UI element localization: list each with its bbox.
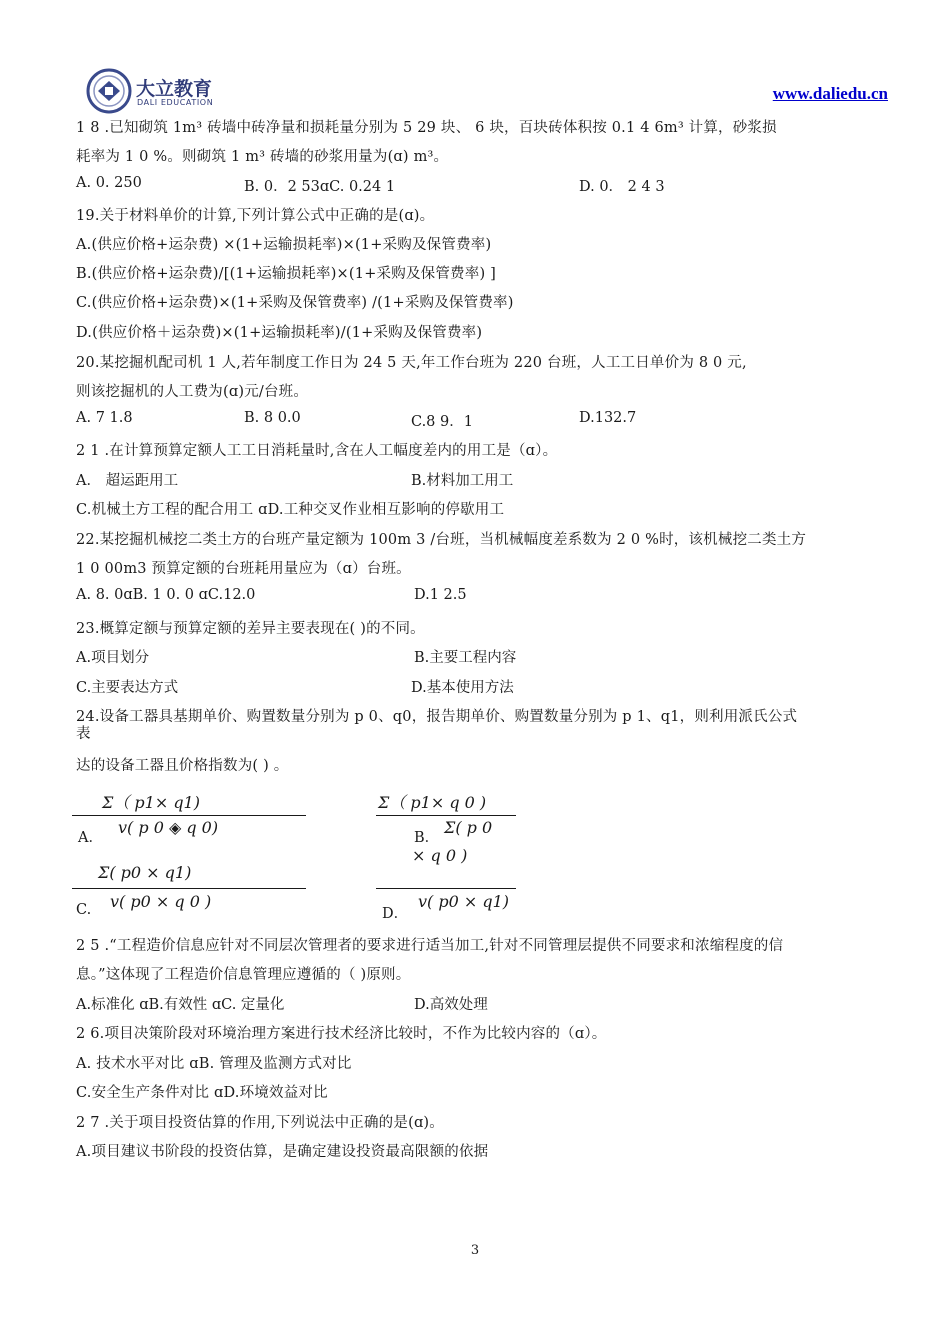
q25-option-d: D.高效处理: [414, 997, 488, 1013]
q24-line-2: 表: [76, 726, 91, 742]
q24-c-denominator: ⅴ( p0 × q 0 ): [110, 892, 212, 911]
q18-line-1: 1 8 .已知砌筑 1m³ 砖墙中砖净量和损耗量分别为 5 29 块、 6 块，百块砖体积按 0.1 4 6m³ 计算，砂浆损: [76, 120, 777, 136]
q21-stem: 2 1 .在计算预算定额人工工日消耗量时,含在人工幅度差内的用工是（ɑ）。: [76, 443, 558, 459]
q24-b-denominator-1: Σ( p 0: [444, 818, 493, 837]
q24-a-numerator: Σ（ p1× q1): [102, 793, 200, 812]
q24-b-denominator-2: × q 0 ): [412, 846, 468, 865]
q19-option-b: B.(供应价格+运杂费)/[(1+运输损耗率)×(1+采购及保管费率) ]: [76, 266, 496, 282]
q19-option-d: D.(供应价格＋运杂费)×(1+运输损耗率)/(1+采购及保管费率): [76, 325, 483, 341]
q26-stem: 2 6.项目决策阶段对环境治理方案进行技术经济比较时，不作为比较内容的（ɑ）。: [76, 1026, 607, 1042]
q25-option-abc: A.标准化 ɑB.有效性 ɑC. 定量化: [76, 997, 285, 1013]
q20-option-c: C.8 9．1: [411, 414, 473, 430]
q21-option-cd: C.机械土方工程的配合用工 ɑD.工种交叉作业相互影响的停歇用工: [76, 502, 505, 518]
q18-option-bc: B. 0．2 53ɑC. 0.24 1: [244, 179, 396, 195]
q22-option-d: D.1 2.5: [414, 587, 467, 603]
q24-line-3: 达的设备工器且价格指数为( ) 。: [76, 758, 289, 774]
q26-option-cd: C.安全生产条件对比 ɑD.环境效益对比: [76, 1085, 328, 1101]
q22-line-1: 22.某挖掘机械挖二类土方的台班产量定额为 100m 3 /台班，当机械幅度差系数为 2 0 %时，该机械挖二类土方: [76, 532, 807, 548]
q26-option-ab: A. 技术水平对比 ɑB. 管理及监测方式对比: [76, 1056, 352, 1072]
dali-education-logo-icon: [86, 68, 132, 114]
q20-option-d: D.132.7: [579, 410, 637, 426]
q24-d-denominator: ⅴ( p0 × q1): [418, 892, 510, 911]
brand-name-en: DALI EDUCATION: [137, 98, 214, 107]
page-number: 3: [470, 1243, 480, 1258]
q24-a-label: A．: [78, 830, 103, 846]
q25-line-1: 2 5 .“工程造价信息应针对不同层次管理者的要求进行适当加工,针对不同管理层提供不同要求和浓缩程度的信: [76, 938, 784, 954]
q27-stem: 2 7 .关于项目投资估算的作用,下列说法中正确的是(ɑ)。: [76, 1115, 444, 1131]
q20-option-b: B. 8 0.0: [244, 410, 301, 426]
q24-c-fraction-bar: [72, 888, 306, 889]
brand-name-cn: 大立教育: [136, 78, 213, 100]
q22-option-abc: A. 8. 0ɑB. 1 0. 0 ɑC.12.0: [76, 587, 256, 603]
q24-c-numerator: Σ( p0 × q1): [98, 863, 192, 882]
q23-option-c: C.主要表达方式: [76, 680, 179, 696]
q19-stem: 19.关于材料单价的计算,下列计算公式中正确的是(ɑ)。: [76, 208, 435, 224]
q20-line-2: 则该挖掘机的人工费为(ɑ)元/台班。: [76, 384, 309, 400]
q23-option-d: D.基本使用方法: [411, 680, 514, 696]
q27-option-a: A.项目建议书阶段的投资估算，是确定建设投资最高限额的依据: [76, 1144, 489, 1160]
q24-c-label: C.: [76, 902, 92, 918]
q19-option-c: C.(供应价格+运杂费)×(1+采购及保管费率) /(1+采购及保管费率): [76, 295, 514, 311]
q24-a-fraction-bar: [72, 815, 306, 816]
q24-d-fraction-bar: [376, 888, 516, 889]
q20-line-1: 20.某挖掘机配司机 1 人,若年制度工作日为 24 5 天,年工作台班为 220 台班，人工工日单价为 8 0 元,: [76, 355, 747, 371]
q18-line-2: 耗率为 1 0 %。则砌筑 1 m³ 砖墙的砂浆用量为(ɑ) m³。: [76, 149, 449, 165]
q18-option-d: D. 0． 2 4 3: [579, 179, 665, 195]
q24-b-label: B．: [414, 830, 440, 846]
q24-d-label: D．: [382, 906, 409, 922]
q23-option-b: B.主要工程内容: [414, 650, 517, 666]
q19-option-a: A.(供应价格+运杂费) ×(1+运输损耗率)×(1+采购及保管费率): [76, 237, 492, 253]
q20-option-a: A. 7 1.8: [76, 410, 133, 426]
website-link[interactable]: www.daliedu.cn: [772, 84, 888, 103]
q21-option-b: B.材料加工用工: [411, 473, 514, 489]
q23-stem: 23.概算定额与预算定额的差异主要表现在( )的不同。: [76, 621, 425, 637]
q24-line-1: 24.设备工器具基期单价、购置数量分别为 p 0、q0，报告期单价、购置数量分别为 p 1、q1，则利用派氏公式: [76, 709, 798, 725]
q24-b-fraction-bar: [376, 815, 516, 816]
q24-a-denominator: ⅴ( p 0 ◈ q 0): [118, 818, 219, 837]
q22-line-2: 1 0 00m3 预算定额的台班耗用量应为（ɑ）台班。: [76, 561, 411, 577]
q21-option-a: A． 超运距用工: [76, 473, 179, 489]
q18-option-a: A. 0. 250: [76, 175, 142, 191]
q23-option-a: A.项目划分: [76, 650, 150, 666]
q25-line-2: 息。”这体现了工程造价信息管理应遵循的（ )原则。: [76, 967, 411, 983]
q24-b-numerator: Σ（ p1× q 0 ): [378, 793, 487, 812]
